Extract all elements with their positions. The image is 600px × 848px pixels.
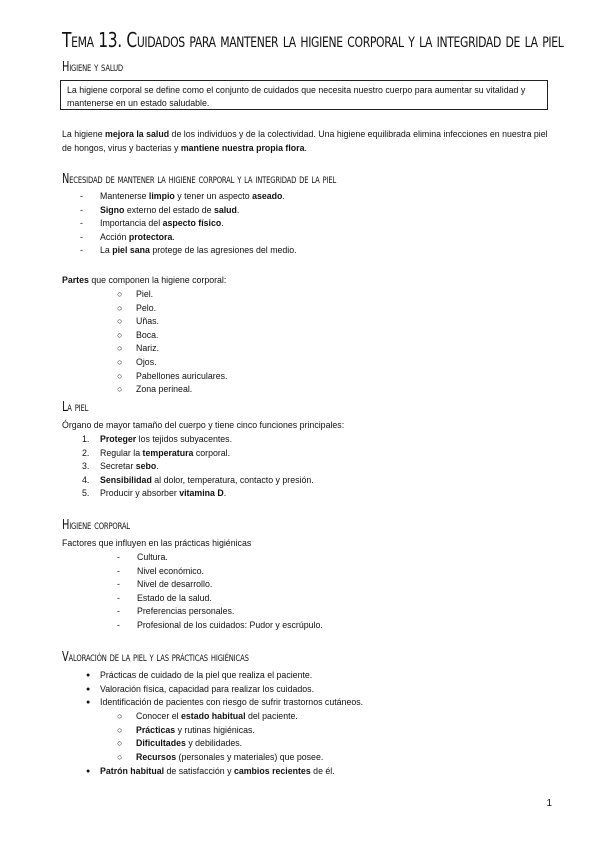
text: . [221, 218, 224, 229]
heading-skin: La piel [62, 400, 89, 415]
hygiene-paragraph [62, 128, 552, 155]
list-item [117, 315, 227, 329]
parts-intro [62, 274, 552, 288]
bold-text: Sensibilidad [100, 474, 152, 485]
parts-list [117, 288, 227, 397]
text: Ojos. [136, 356, 157, 367]
list-item [117, 383, 227, 397]
text: al dolor, temperatura, contacto y presión. [151, 474, 314, 485]
list-item [80, 190, 297, 204]
bold-text: salud [213, 204, 237, 215]
text: y debilidades. [185, 738, 243, 749]
text: Secretar [100, 461, 136, 472]
assessment-last [86, 765, 335, 779]
bold-text: cambios recientes [233, 766, 311, 776]
list-item [117, 751, 323, 765]
list-item [82, 447, 314, 461]
list-item [117, 565, 323, 579]
body-intro: Factores que influyen en las prácticas higiénicas [62, 538, 252, 548]
list-item [80, 217, 297, 231]
text: y rutinas higiénicas. [175, 724, 255, 735]
text: Conocer el [136, 711, 181, 721]
circle-marker: ○ [117, 751, 123, 762]
dash-marker: - [117, 552, 120, 562]
list-item [117, 302, 227, 316]
number-marker: 3. [82, 461, 90, 472]
bullet-marker: ● [86, 672, 91, 679]
need-list [80, 190, 297, 258]
bold-text: temperatura [142, 447, 194, 458]
dash-marker: - [117, 606, 120, 617]
skin-functions-list [82, 433, 314, 501]
bold-text: aspecto físico [162, 218, 222, 229]
list-item [117, 551, 323, 565]
bold-text: estado habitual [181, 711, 246, 721]
circle-marker: ○ [117, 384, 123, 395]
bold-text: Patrón habitual [100, 766, 165, 776]
text: Pelo. [136, 302, 157, 313]
number-marker: 2. [82, 447, 90, 458]
list-item [117, 329, 227, 343]
list-item [82, 487, 314, 501]
text: Mantenerse [100, 191, 149, 201]
dash-marker: - [80, 231, 83, 242]
dash-marker: - [80, 204, 83, 215]
text: Piel. [136, 289, 154, 299]
list-item [80, 204, 297, 218]
list-item [117, 288, 227, 302]
text: que componen la higiene corporal: [88, 275, 227, 285]
text: Regular la [100, 447, 143, 458]
text: . [236, 204, 240, 215]
list-item [117, 724, 323, 738]
text: y tener un aspecto [174, 191, 253, 201]
list-item [86, 696, 363, 710]
text: del paciente. [245, 711, 298, 721]
heading-need: Necesidad de mantener la higiene corporal y la integridad de la piel [62, 172, 337, 187]
dash-marker: - [80, 191, 83, 201]
circle-marker: ○ [117, 316, 123, 327]
list-item [117, 710, 323, 724]
text: . [156, 461, 159, 472]
text: Prácticas de cuidado de la piel que realiza el paciente. [100, 670, 313, 680]
list-item [86, 765, 335, 779]
circle-marker: ○ [117, 356, 123, 367]
bullet-marker: ● [86, 768, 91, 775]
list-item [86, 669, 363, 683]
circle-marker: ○ [117, 370, 123, 381]
text: . [282, 191, 285, 201]
heading-hygiene-health: Higiene y salud [62, 60, 123, 75]
factors-list [117, 551, 323, 633]
para-text: La higiene [62, 129, 106, 139]
list-item [86, 683, 363, 697]
text: . [223, 488, 227, 499]
list-item [117, 737, 323, 751]
bullet-marker: ● [86, 699, 91, 707]
heading-assessment: Valoración de la piel y las prácticas higiénicas [62, 650, 249, 665]
text: de él. [310, 766, 335, 776]
circle-marker: ○ [117, 724, 123, 735]
text: Nivel de desarrollo. [137, 579, 213, 590]
skin-intro: Órgano de mayor tamaño del cuerpo y tiene cinco funciones principales: [62, 420, 345, 430]
text: (personales y materiales) que posee. [176, 751, 324, 762]
assessment-list [86, 669, 363, 710]
list-item [117, 342, 227, 356]
circle-marker: ○ [117, 343, 123, 354]
text: protege de las agresiones del medio. [149, 245, 297, 256]
text: Pabellones auriculares. [136, 370, 228, 381]
para-bold: mantiene nuestra propia flora [180, 142, 305, 153]
definition-box [60, 80, 548, 110]
text: Preferencias personales. [137, 606, 235, 617]
text: Nivel económico. [137, 565, 204, 576]
bold-text: sebo [135, 461, 157, 472]
bold-text: piel sana [112, 245, 150, 256]
dash-marker: - [117, 565, 120, 576]
text: los tejidos subyacentes. [136, 434, 233, 444]
list-item [80, 244, 297, 258]
bold-text: Signo [100, 204, 125, 215]
text: Nariz. [136, 343, 159, 354]
list-item [117, 619, 323, 633]
text: Importancia del [100, 218, 163, 229]
bold-text: Partes [62, 275, 89, 285]
circle-marker: ○ [117, 329, 123, 340]
circle-marker: ○ [117, 302, 123, 313]
bold-text: Prácticas [136, 724, 176, 735]
list-item [82, 433, 314, 447]
page-title: Tema 13. Cuidados para mantener la higiene corporal y la integridad de la piel [62, 28, 564, 52]
number-marker: 4. [82, 474, 90, 485]
list-item [117, 605, 323, 619]
text: Estado de la salud. [137, 592, 212, 603]
list-item [82, 474, 314, 488]
text: Profesional de los cuidados: Pudor y escrúpulo. [137, 619, 323, 630]
heading-body-hygiene: Higiene corporal [62, 518, 130, 533]
text: . [172, 231, 175, 242]
bold-text: limpio [148, 191, 175, 201]
dash-marker: - [80, 245, 83, 256]
definition-text: La higiene corporal se define como el conjunto de cuidados que necesita nuestro cuerpo para aumentar su vitalidad y mantenerse en un estado saludable. [67, 85, 526, 108]
list-item [80, 231, 297, 245]
dash-marker: - [117, 592, 120, 603]
para-text: de los individuos y de la colectividad. Una higiene equilibrada elimina infecciones en nuestra piel de hongos, virus y bacterias y [62, 129, 548, 153]
bold-text: Recursos [136, 751, 177, 762]
text: de satisfacción y [164, 766, 234, 776]
text: corporal. [193, 447, 231, 458]
bullet-marker: ● [86, 685, 91, 693]
list-item [82, 460, 314, 474]
text: Valoración física, capacidad para realizar los cuidados. [100, 683, 315, 694]
list-item [117, 370, 227, 384]
circle-marker: ○ [117, 711, 123, 721]
list-item [117, 356, 227, 370]
list-item [117, 592, 323, 606]
circle-marker: ○ [117, 738, 123, 749]
bold-text: protectora [128, 231, 173, 242]
text: Boca. [136, 329, 159, 340]
bold-text: vitamina D [179, 488, 224, 499]
bold-text: Proteger [100, 434, 137, 444]
bold-text: aseado [252, 191, 283, 201]
text: Zona perineal. [136, 384, 193, 395]
assessment-sublist [117, 710, 323, 764]
bold-text: Dificultades [136, 738, 186, 749]
dash-marker: - [117, 619, 120, 630]
circle-marker: ○ [117, 289, 123, 299]
text: externo del estado de [124, 204, 214, 215]
text: Uñas. [136, 316, 159, 327]
text: Cultura. [137, 552, 168, 562]
page-number: 1 [546, 798, 552, 809]
text: Identificación de pacientes con riesgo de sufrir trastornos cutáneos. [100, 697, 364, 708]
text: La [100, 245, 113, 256]
dash-marker: - [117, 579, 120, 590]
para-bold: mejora la salud [105, 129, 170, 139]
number-marker: 1. [82, 434, 90, 444]
number-marker: 5. [82, 488, 90, 499]
dash-marker: - [80, 218, 83, 229]
text: Producir y absorber [100, 488, 180, 499]
list-item [117, 578, 323, 592]
para-text: . [304, 142, 307, 153]
text: Acción [100, 231, 129, 242]
